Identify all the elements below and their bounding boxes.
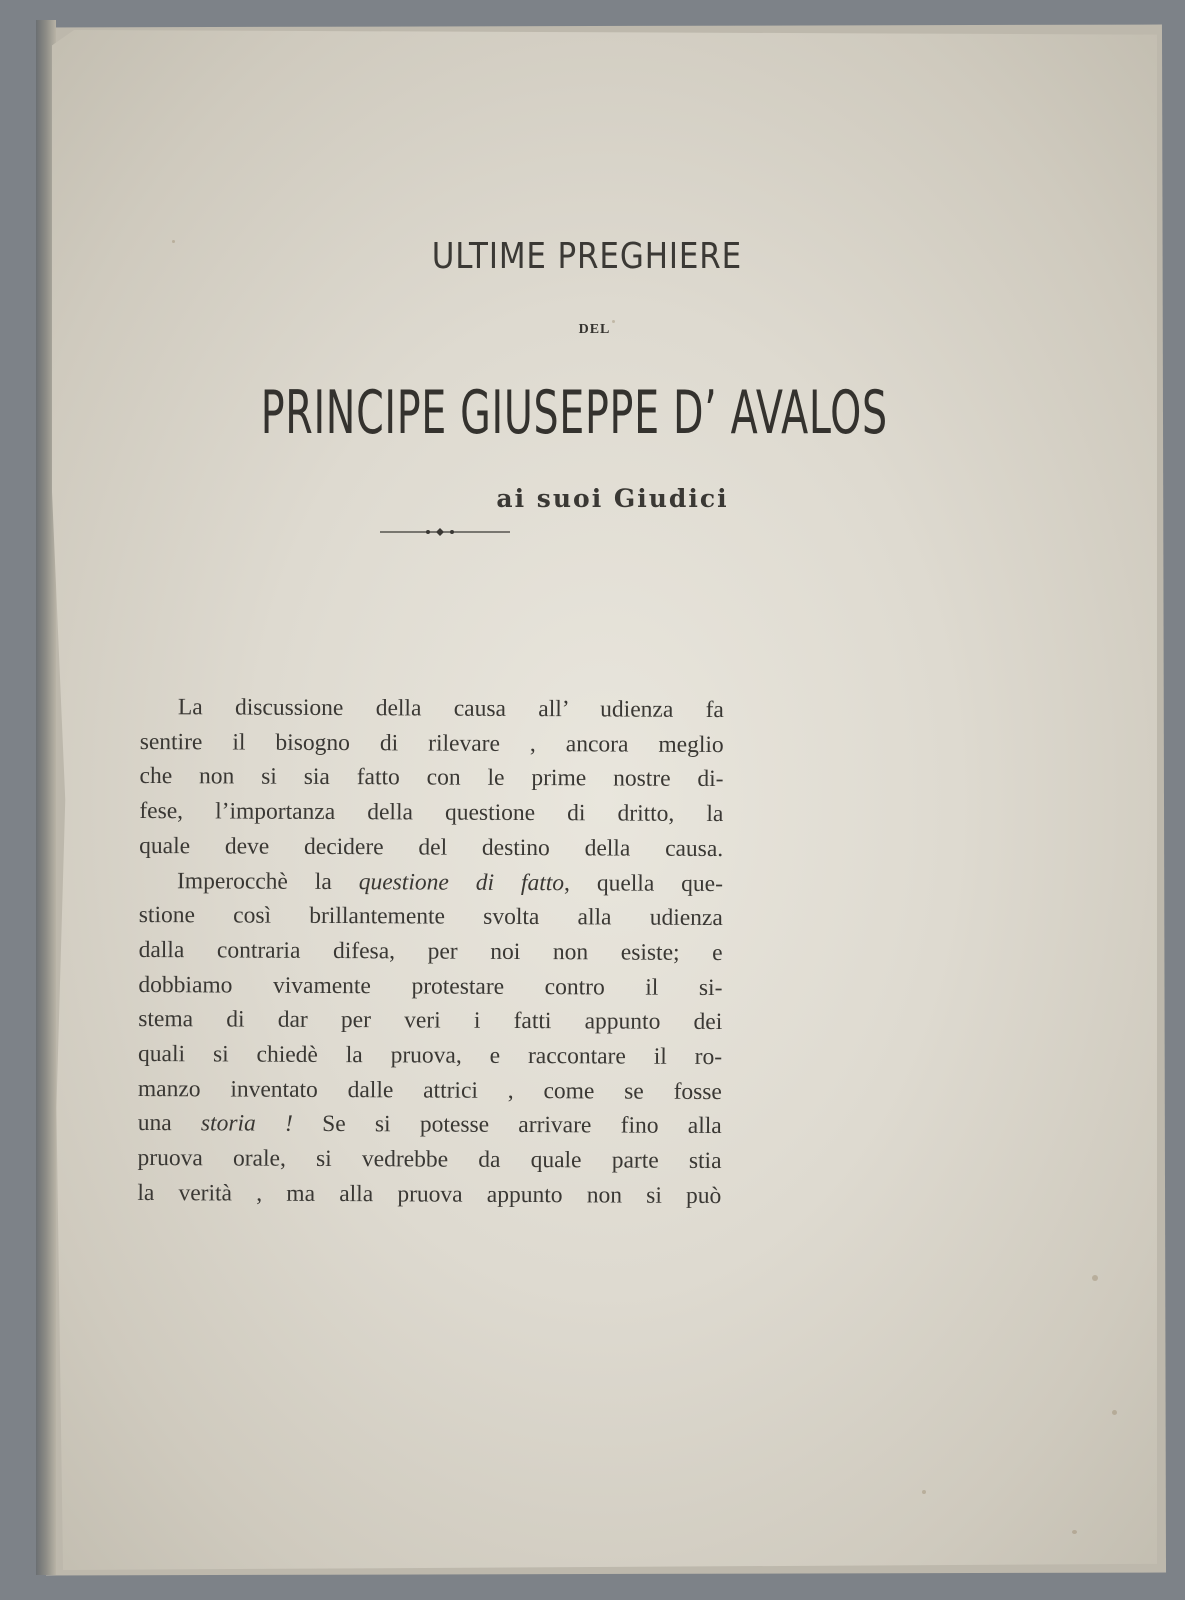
- text-segment: Imperocchè la: [176, 867, 359, 895]
- text-line: dobbiamo vivamente protestare contro il si-: [138, 971, 723, 1001]
- text-segment: una: [137, 1110, 202, 1137]
- foxing-spot: [1072, 1530, 1077, 1534]
- foxing-spot: [1092, 1275, 1098, 1281]
- text-line: [139, 864, 723, 902]
- document-subtitle: ai suoi Giudici: [496, 484, 729, 513]
- ornamental-rule: [380, 525, 510, 539]
- text-line: dalla contraria difesa, per noi non esiste; e: [138, 936, 723, 966]
- text-line: che non si sia fatto con le prime nostre di-: [139, 763, 724, 793]
- text-line: quale deve decidere del destino della causa.: [139, 832, 724, 862]
- text-line: La discussione della causa all’ udienza fa: [177, 694, 724, 724]
- text-line: stione così brillantemente svolta alla udienza: [138, 902, 723, 932]
- text-line: fese, l’importanza della questione di dritto, la: [139, 798, 724, 828]
- italic-phrase: storia !: [200, 1110, 293, 1138]
- document-subject: PRINCIPE GIUSEPPE D’ AVALOS: [260, 378, 888, 448]
- italic-phrase: questione di fatto: [358, 868, 565, 896]
- text-line: stema di dar per veri i fatti appunto dei: [138, 1006, 723, 1036]
- text-line: [138, 1106, 722, 1144]
- foxing-spot: [922, 1490, 926, 1494]
- text-segment: Se si potesse arrivare fino alla: [292, 1111, 722, 1140]
- text-line: pruova orale, si vedrebbe da quale parte stia: [137, 1145, 722, 1175]
- document-del: DEL: [578, 322, 611, 337]
- foxing-spot: [1112, 1410, 1117, 1415]
- text-line: la verità , ma alla pruova appunto non si può: [137, 1179, 722, 1209]
- text-line: sentire il bisogno di rilevare , ancora meglio: [139, 728, 724, 758]
- text-line: quali si chiedè la pruova, e raccontare il ro-: [138, 1041, 723, 1071]
- document-title: ULTIME PREGHIERE: [431, 236, 743, 277]
- text-line: manzo inventato dalle attrici , come se fosse: [137, 1075, 722, 1105]
- text-segment: , quella que-: [563, 869, 724, 897]
- body-text: [137, 690, 724, 1214]
